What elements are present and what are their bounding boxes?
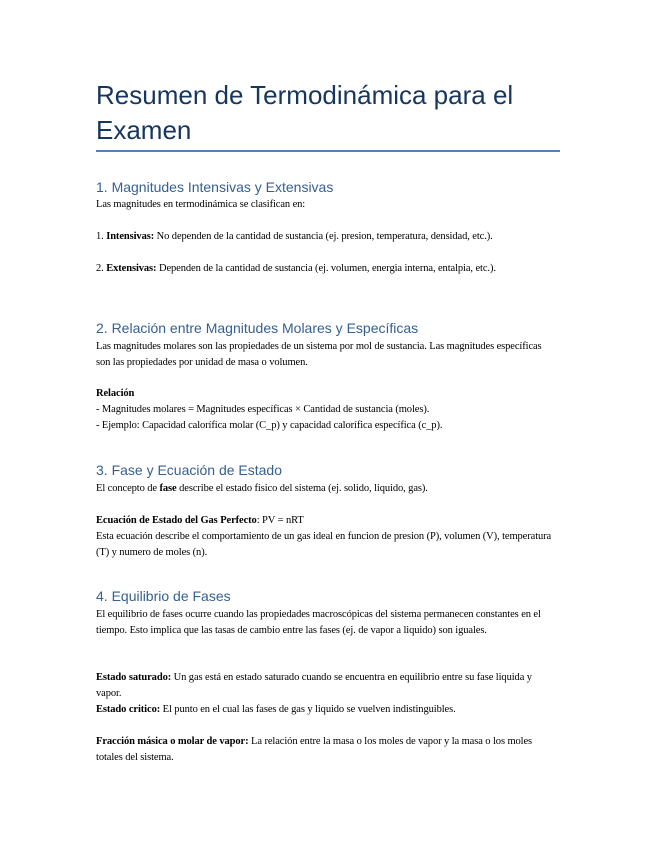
- section-4-heading: 4. Equilibrio de Fases: [96, 588, 231, 604]
- relacion-label: Relación: [96, 388, 135, 399]
- item-1-text: No dependen de la cantidad de sustancia (ej. presion, temperatura, densidad, etc.).: [154, 231, 493, 242]
- section-3-intro: [96, 481, 558, 497]
- intro-bold: fase: [159, 483, 177, 494]
- intro-post: describe el estado fisico del sistema (ej. solido, liquido, gas).: [176, 483, 428, 494]
- equation-label: Ecuación de Estado del Gas Perfecto: [96, 515, 257, 526]
- equation-text: : PV = nRT: [256, 515, 304, 526]
- title-line-1: Resumen de Termodinámica para el: [96, 80, 514, 110]
- item-2-number: 2.: [96, 263, 107, 274]
- section-2-relacion-label: [96, 386, 558, 402]
- title-line-2: Examen: [96, 115, 192, 145]
- item-1-number: 1.: [96, 231, 107, 242]
- intro-pre: El concepto de: [96, 483, 160, 494]
- fraccion-text: La relación entre la masa o los moles de vapor y la masa o los moles totales del sistema.: [96, 736, 533, 763]
- item-2-label: Extensivas:: [106, 263, 157, 274]
- section-2-line-2: - Ejemplo: Capacidad calorífica molar (C_p) y capacidad calorífica específica (c_p).: [96, 420, 443, 431]
- section-1-item-1: [96, 229, 558, 245]
- section-2-heading: 2. Relación entre Magnitudes Molares y Específicas: [96, 320, 419, 336]
- fraccion-label: Fracción másica o molar de vapor:: [96, 736, 249, 747]
- title-divider: [96, 150, 560, 152]
- section-1-heading: 1. Magnitudes Intensivas y Extensivas: [96, 179, 334, 195]
- section-4-fraccion: [96, 734, 558, 766]
- section-4-critico: [96, 702, 558, 718]
- section-4-saturado: [96, 670, 558, 702]
- section-3-heading: 3. Fase y Ecuación de Estado: [96, 462, 282, 478]
- critico-text: El punto en el cual las fases de gas y liquido se vuelven indistinguibles.: [160, 704, 456, 715]
- saturado-label: Estado saturado:: [96, 672, 172, 683]
- section-2-intro: Las magnitudes molares son las propiedades de un sistema por mol de sustancia. Las magnitudes específicas son las propiedades por unidad de masa o volumen.: [96, 341, 542, 368]
- saturado-text: Un gas está en estado saturado cuando se encuentra en equilibrio entre su fase liquida y vapor.: [96, 672, 532, 699]
- document-title: [96, 78, 566, 148]
- section-1-intro: Las magnitudes en termodinámica se clasifican en:: [96, 199, 306, 210]
- section-1-item-2: [96, 261, 558, 277]
- section-3-equation: [96, 513, 558, 529]
- section-2-line-1: - Magnitudes molares = Magnitudes específicas × Cantidad de sustancia (moles).: [96, 404, 430, 415]
- section-3-equation-desc: Esta ecuación describe el comportamiento de un gas ideal en funcion de presion (P), volumen (V), temperatura (T) y numero de moles (n).: [96, 531, 552, 558]
- item-2-text: Dependen de la cantidad de sustancia (ej. volumen, energia interna, entalpia, etc.).: [156, 263, 496, 274]
- critico-label: Estado critico:: [96, 704, 161, 715]
- item-1-label: Intensivas:: [106, 231, 155, 242]
- section-4-intro: El equilibrio de fases ocurre cuando las propiedades macroscópicas del sistema permanecen constantes en el tiempo. Esto implica que las tasas de cambio entre las fases (ej. de vapor a liquido) son iguales.: [96, 609, 541, 636]
